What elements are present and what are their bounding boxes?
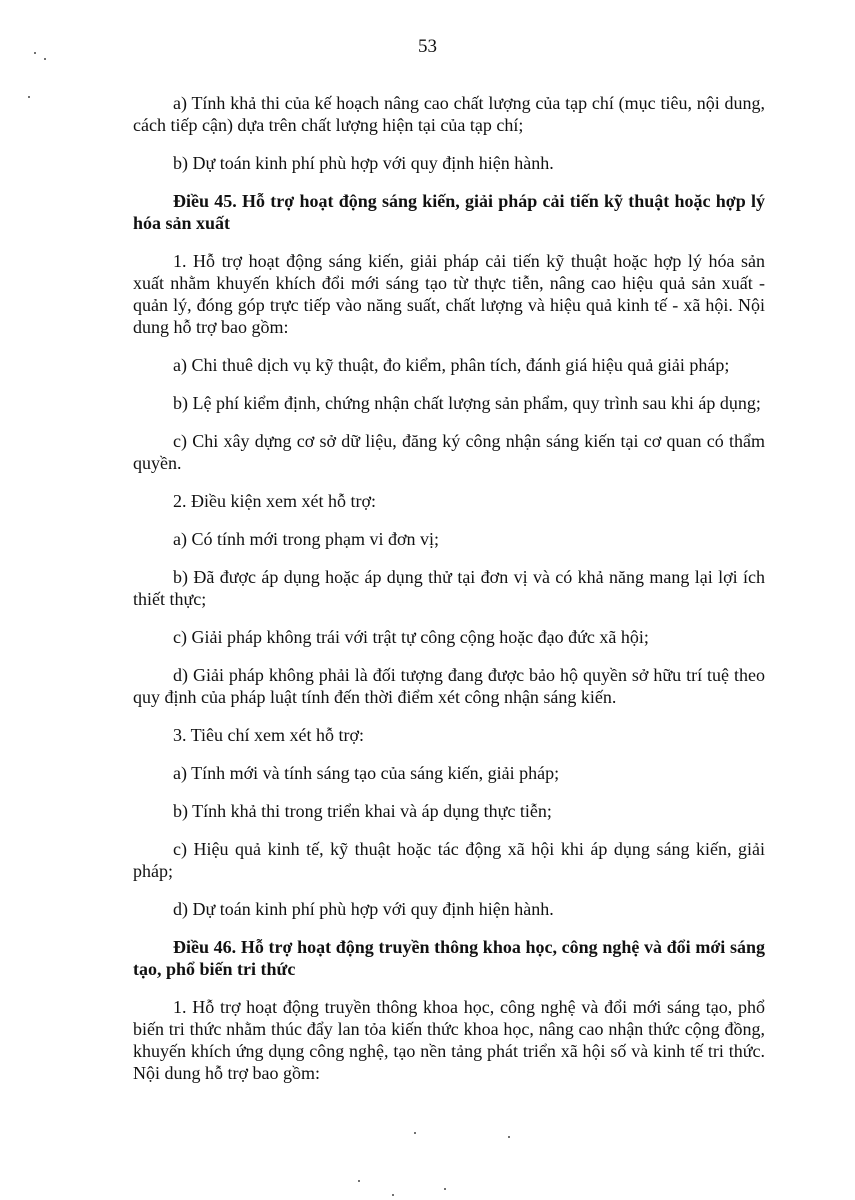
scan-speck	[28, 96, 30, 98]
article-45-3-a: a) Tính mới và tính sáng tạo của sáng kiến, giải pháp;	[173, 763, 560, 783]
document-body	[133, 92, 765, 1100]
article-45-1-a: a) Chi thuê dịch vụ kỹ thuật, đo kiểm, phân tích, đánh giá hiệu quả giải pháp;	[173, 355, 730, 375]
article-45-1-b: b) Lệ phí kiểm định, chứng nhận chất lượng sản phẩm, quy trình sau khi áp dụng;	[173, 393, 761, 413]
article-45-3-d: d) Dự toán kinh phí phù hợp với quy định hiện hành.	[173, 899, 554, 919]
article-45-section-3: 3. Tiêu chí xem xét hỗ trợ:	[173, 725, 365, 745]
article-45-2-a: a) Có tính mới trong phạm vi đơn vị;	[173, 529, 440, 549]
scan-speck	[34, 52, 36, 54]
scan-speck	[392, 1194, 394, 1196]
scan-speck	[44, 58, 46, 60]
article-45-3-c: c) Hiệu quả kinh tế, kỹ thuật hoặc tác động xã hội khi áp dụng sáng kiến, giải pháp;	[133, 839, 765, 881]
clause-45-b: b) Dự toán kinh phí phù hợp với quy định hiện hành.	[173, 153, 554, 173]
article-46-heading: Điều 46. Hỗ trợ hoạt động truyền thông khoa học, công nghệ và đổi mới sáng tạo, phổ biến tri thức	[133, 937, 765, 979]
article-45-2-c: c) Giải pháp không trái với trật tự công cộng hoặc đạo đức xã hội;	[173, 627, 649, 647]
article-45-1-c: c) Chi xây dựng cơ sở dữ liệu, đăng ký công nhận sáng kiến tại cơ quan có thẩm quyền.	[133, 431, 765, 473]
scan-speck	[414, 1132, 416, 1134]
article-45-section-1: 1. Hỗ trợ hoạt động sáng kiến, giải pháp cải tiến kỹ thuật hoặc hợp lý hóa sản xuất nhằm khuyến khích đổi mới sáng tạo từ thực tiễn, nâng cao hiệu quả sản xuất - quản lý, đóng góp trực tiếp vào năng suất, chất lượng và hiệu quả kinh tế - xã hội. Nội dung hỗ trợ bao gồm:	[133, 251, 765, 337]
scan-speck	[444, 1188, 446, 1190]
article-45-heading: Điều 45. Hỗ trợ hoạt động sáng kiến, giải pháp cải tiến kỹ thuật hoặc hợp lý hóa sản xuất	[133, 191, 765, 233]
clause-45-a: a) Tính khả thi của kế hoạch nâng cao chất lượng của tạp chí (mục tiêu, nội dung, cách tiếp cận) dựa trên chất lượng hiện tại của tạp chí;	[133, 93, 765, 135]
scan-speck	[508, 1136, 510, 1138]
article-45-2-b: b) Đã được áp dụng hoặc áp dụng thử tại đơn vị và có khả năng mang lại lợi ích thiết thực;	[133, 567, 765, 609]
page-number: 53	[418, 36, 437, 57]
article-46-section-1: 1. Hỗ trợ hoạt động truyền thông khoa học, công nghệ và đổi mới sáng tạo, phổ biến tri thức nhằm thúc đẩy lan tỏa kiến thức khoa học, nâng cao nhận thức cộng đồng, khuyến khích ứng dụng công nghệ, tạo nền tảng phát triển xã hội số và kinh tế tri thức. Nội dung hỗ trợ bao gồm:	[133, 997, 765, 1083]
scan-speck	[358, 1180, 360, 1182]
article-45-section-2: 2. Điều kiện xem xét hỗ trợ:	[173, 491, 376, 511]
article-45-3-b: b) Tính khả thi trong triển khai và áp dụng thực tiễn;	[173, 801, 552, 821]
article-45-2-d: d) Giải pháp không phải là đối tượng đang được bảo hộ quyền sở hữu trí tuệ theo quy định của pháp luật tính đến thời điểm xét công nhận sáng kiến.	[133, 665, 765, 707]
